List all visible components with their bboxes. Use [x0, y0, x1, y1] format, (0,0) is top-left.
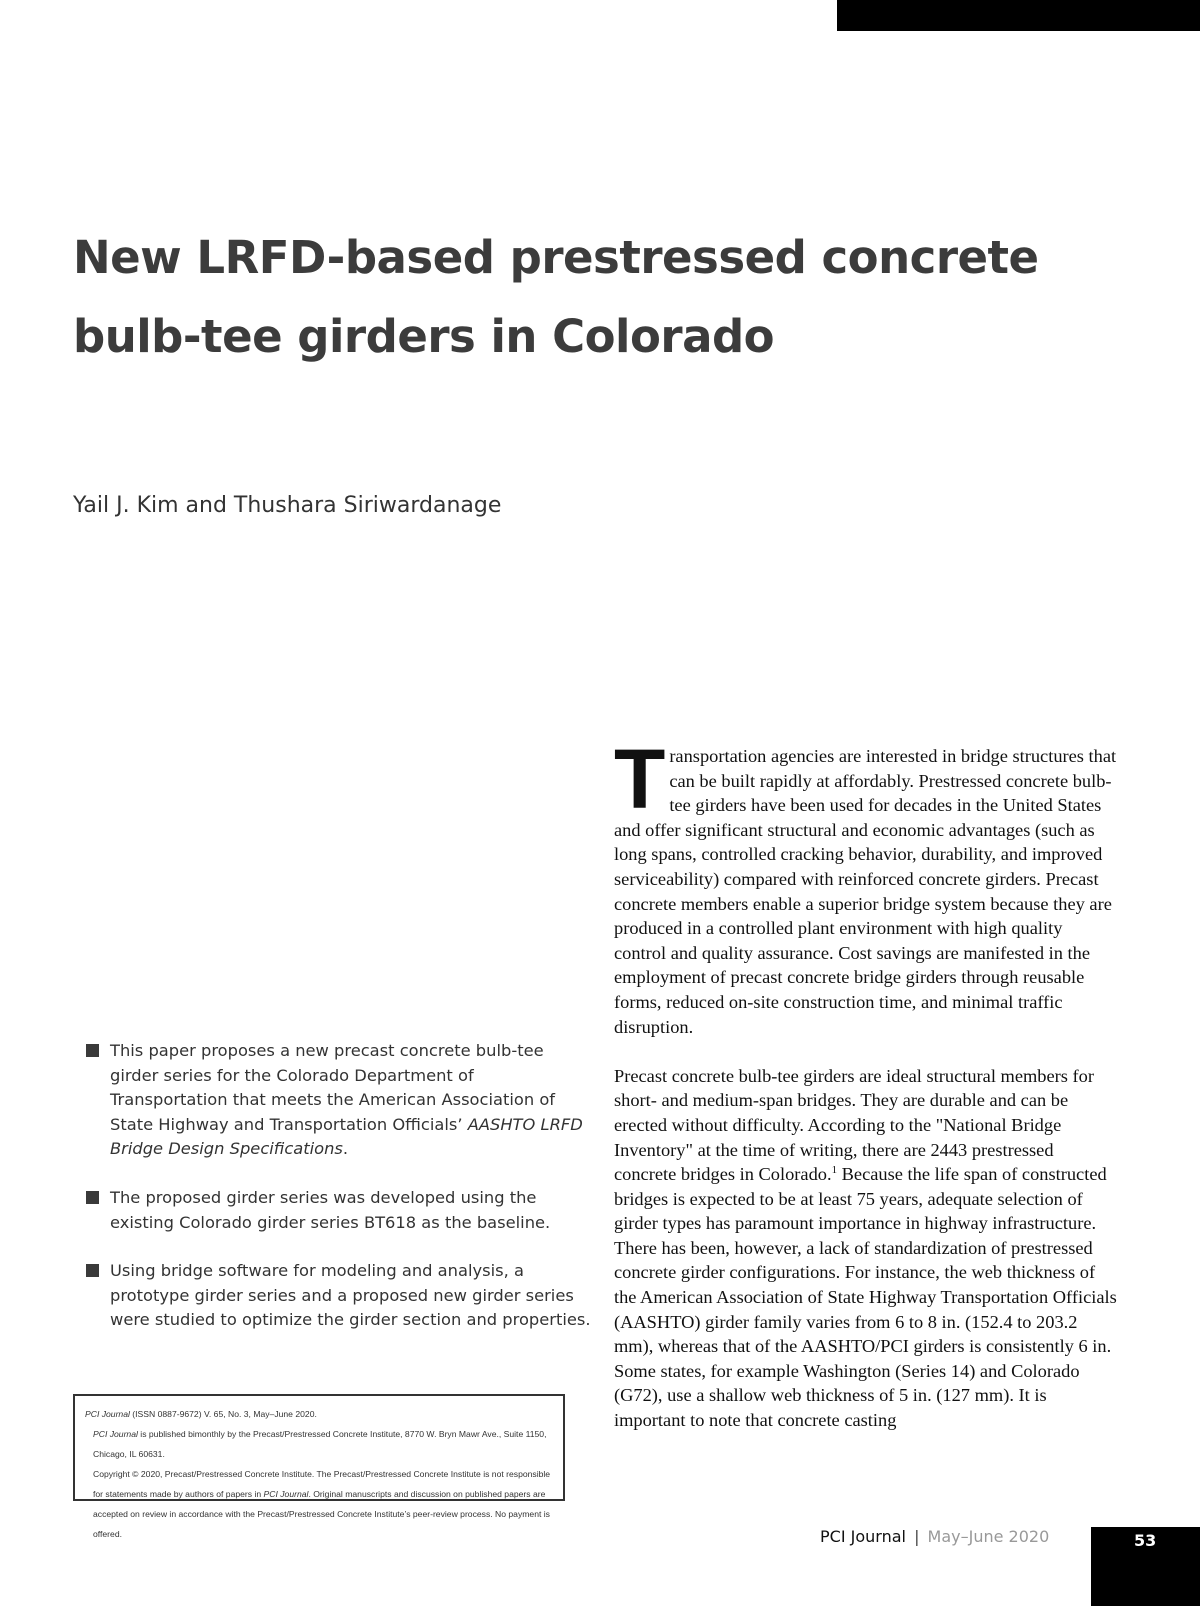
- summary-item: Using bridge software for modeling and analysis, a prototype girder series and a proposed new girder series were studied to optimize the girder section and properties.: [86, 1259, 596, 1333]
- body-text: [614, 732, 1117, 1457]
- pubinfo-line: PCI Journal is published bimonthly by the Precast/Prestressed Concrete Institute, 8770 W. Bryn Mawr Ave., Suite 1150, Chicago, IL 60631.: [93, 1429, 547, 1459]
- article-authors: Yail J. Kim and Thushara Siriwardanage: [73, 493, 502, 518]
- reference-marker[interactable]: 1: [831, 1163, 838, 1176]
- pubinfo-line: Copyright © 2020, Precast/Prestressed Concrete Institute. The Precast/Prestressed Concrete Institute is not responsible for statements made by authors of papers in PCI Journal. Original manuscripts and discussion on published papers are accepted on review in accordance with the Precast/Prestressed Concrete Institute’s peer-review process. No payment is offered.: [93, 1469, 551, 1539]
- footer-issue: May–June 2020: [927, 1527, 1050, 1546]
- bullet-square-icon: [86, 1191, 99, 1204]
- header-bar: [837, 0, 1200, 31]
- bullet-square-icon: [86, 1264, 99, 1277]
- footer-journal: PCI Journal: [820, 1527, 906, 1546]
- summary-item: This paper proposes a new precast concrete bulb-tee girder series for the Colorado Department of Transportation that meets the American Association of State Highway and Transportation Officials’ AASHTO LRFD Bridge Design Specifications.: [86, 1039, 596, 1162]
- summary-item: The proposed girder series was developed using the existing Colorado girder series BT618 as the baseline.: [86, 1186, 596, 1235]
- bullet-square-icon: [86, 1044, 99, 1057]
- article-title: New LRFD-based prestressed concrete bulb-tee girders in Colorado: [73, 231, 1039, 363]
- body-paragraph: Transportation agencies are interested in bridge structures that can be built rapidly at affordably. Prestressed concrete bulb-tee girders have been used for decades in the United States and offer significant structural and economic advantages (such as long spans, controlled cracking behavior, durability, and improved serviceability) compared with reinforced concrete girders. Precast concrete members enable a superior bridge system because they are produced in a controlled plant environment with high quality control and quality assurance. Cost savings are manifested in the employment of precast concrete bridge girders through reusable forms, reduced on-site construction time, and minimal traffic disruption.: [614, 732, 1117, 1037]
- footer-separator: |: [914, 1527, 920, 1546]
- body-paragraph: Precast concrete bulb-tee girders are ideal structural members for short- and medium-span bridges. They are durable and can be erected without difficulty. According to the "National Bridge Inventory" at the time of writing, there are 2443 prestressed concrete bridges in Colorado.$^1$ Because the life span of constructed bridges is expected to be at least 75 years, adequate selection of girder types has paramount importance in highway infrastructure. There has been, however, a lack of standardization of prestressed concrete girder configurations. For instance, the web thickness of the American Association of State Highway Transportation Officials (AASHTO) girder family varies from 6 to 8 in. (152.4 to 203.2 mm), whereas that of the AASHTO/PCI girders is consistently 6 in. Some states, for example Washington (Series 14) and Colorado (G72), use a shallow web thickness of 5 in. (127 mm). It is important to note that concrete casting: [614, 1065, 1117, 1431]
- summary-list: [86, 1039, 596, 1357]
- page-footer: [820, 1527, 1049, 1546]
- drop-cap: T: [614, 732, 666, 826]
- publication-info-box: [73, 1394, 565, 1539]
- page-number: 53: [1134, 1531, 1157, 1550]
- pubinfo-line: PCI Journal (ISSN 0887-9672) V. 65, No. 3, May–June 2020.: [85, 1409, 317, 1419]
